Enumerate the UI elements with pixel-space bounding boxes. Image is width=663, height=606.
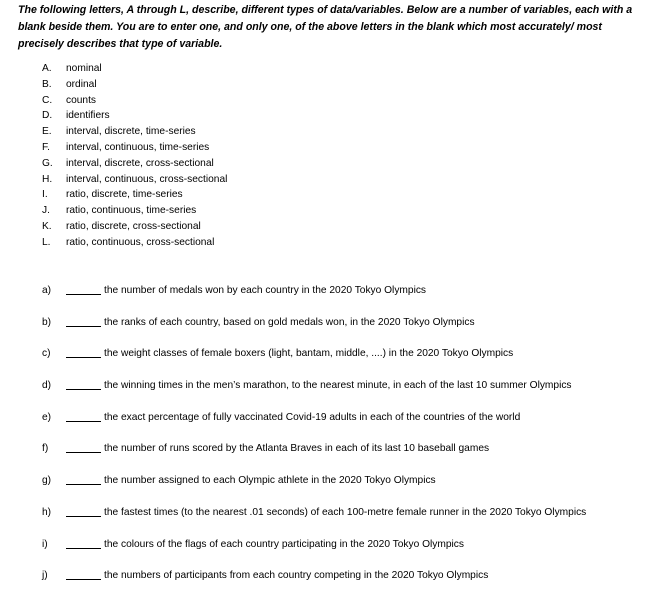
question-text: the weight classes of female boxers (light, bantam, middle, ....) in the 2020 Tokyo Olympics <box>104 348 514 360</box>
option-letter: G. <box>42 157 53 169</box>
option-item <box>42 235 227 251</box>
option-item <box>42 61 227 77</box>
option-letter: D. <box>42 110 53 122</box>
question-text: the colours of the flags of each country participating in the 2020 Tokyo Olympics <box>104 538 464 550</box>
option-text: interval, continuous, time-series <box>66 141 210 153</box>
option-text: ratio, discrete, time-series <box>66 189 183 201</box>
question-item <box>42 537 586 569</box>
question-item <box>42 378 586 410</box>
option-text: interval, continuous, cross-sectional <box>66 173 228 185</box>
question-text: the number of runs scored by the Atlanta Braves in each of its last 10 baseball games <box>104 443 490 455</box>
option-letter: L. <box>42 236 51 248</box>
question-label: i) <box>42 538 48 550</box>
question-item <box>42 315 586 347</box>
option-letter: J. <box>42 205 50 217</box>
answer-blank[interactable] <box>66 505 101 517</box>
question-label: f) <box>42 443 49 455</box>
option-item <box>42 156 227 172</box>
option-text: nominal <box>66 63 102 74</box>
option-letter: H. <box>42 173 53 185</box>
option-letter: E. <box>42 126 52 138</box>
option-item <box>42 124 227 140</box>
option-text: interval, discrete, time-series <box>66 126 196 138</box>
question-item <box>42 473 586 505</box>
question-item <box>42 410 586 442</box>
question-text: the numbers of participants from each country competing in the 2020 Tokyo Olympics <box>104 570 489 582</box>
question-item <box>42 505 586 537</box>
answer-blank[interactable] <box>66 568 101 580</box>
question-label: c) <box>42 348 51 360</box>
question-text: the winning times in the men’s marathon, to the nearest minute, in each of the last 10 summer Olympics <box>104 380 572 392</box>
option-item <box>42 93 227 109</box>
question-label: g) <box>42 475 52 487</box>
option-text: ordinal <box>66 78 97 90</box>
option-letter: K. <box>42 220 52 232</box>
answer-options-list <box>42 61 227 251</box>
question-text: the ranks of each country, based on gold medals won, in the 2020 Tokyo Olympics <box>104 316 475 328</box>
question-text: the number of medals won by each country in the 2020 Tokyo Olympics <box>104 285 427 296</box>
option-letter: F. <box>42 141 50 153</box>
option-letter: I. <box>42 189 48 201</box>
option-item <box>42 172 227 188</box>
option-text: ratio, discrete, cross-sectional <box>66 220 201 232</box>
question-item <box>42 283 586 315</box>
option-text: interval, discrete, cross-sectional <box>66 157 214 169</box>
option-letter: C. <box>42 94 53 106</box>
question-label: b) <box>42 316 52 328</box>
answer-blank[interactable] <box>66 283 101 295</box>
answer-blank[interactable] <box>66 410 101 422</box>
option-letter: B. <box>42 78 52 90</box>
question-list <box>42 283 586 600</box>
option-item <box>42 108 227 124</box>
option-item <box>42 77 227 93</box>
option-text: ratio, continuous, cross-sectional <box>66 236 215 248</box>
answer-blank[interactable] <box>66 537 101 549</box>
question-text: the exact percentage of fully vaccinated Covid-19 adults in each of the countries of the world <box>104 411 521 423</box>
instructions-text: The following letters, A through L, describe, different types of data/variables. Below are a number of variables, each with a blank beside them. You are to enter one, and only one, of the above letters in the blank which most accurately/ most precisely describes that type of variable. <box>18 4 633 50</box>
question-text: the number assigned to each Olympic athlete in the 2020 Tokyo Olympics <box>104 475 436 487</box>
question-label: d) <box>42 380 52 392</box>
option-item <box>42 187 227 203</box>
option-item <box>42 219 227 235</box>
answer-blank[interactable] <box>66 346 101 358</box>
option-letter: A. <box>42 63 52 74</box>
option-item <box>42 140 227 156</box>
answer-blank[interactable] <box>66 473 101 485</box>
question-item <box>42 568 586 600</box>
answer-blank[interactable] <box>66 315 101 327</box>
question-item <box>42 346 586 378</box>
option-text: counts <box>66 94 97 106</box>
answer-blank[interactable] <box>66 378 101 390</box>
question-label: e) <box>42 411 52 423</box>
question-text: the fastest times (to the nearest .01 seconds) of each 100-metre female runner in the 2020 Tokyo Olympics <box>104 506 587 518</box>
answer-blank[interactable] <box>66 441 101 453</box>
question-label: j) <box>42 570 48 582</box>
option-item <box>42 203 227 219</box>
question-item <box>42 441 586 473</box>
question-label: h) <box>42 506 52 518</box>
option-text: identifiers <box>66 110 110 122</box>
option-text: ratio, continuous, time-series <box>66 205 197 217</box>
question-label: a) <box>42 285 52 296</box>
